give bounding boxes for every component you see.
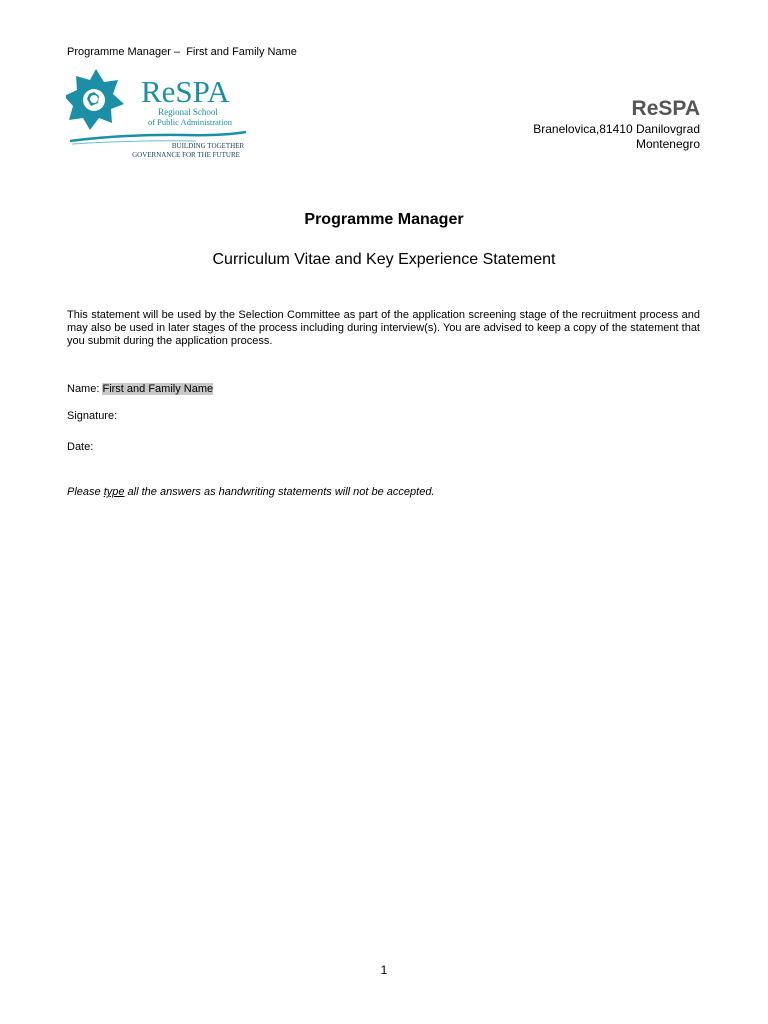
logo-swoosh bbox=[70, 132, 246, 141]
date-label: Date: bbox=[67, 441, 94, 453]
name-field bbox=[67, 383, 213, 395]
logo-tagline-1: BUILDING TOGETHER bbox=[171, 142, 245, 150]
date-field bbox=[67, 441, 93, 453]
logo-line-2: of Public Administration bbox=[147, 117, 233, 127]
name-value[interactable]: First and Family Name bbox=[102, 383, 214, 395]
running-header: Programme Manager – First and Family Name bbox=[67, 46, 297, 58]
notice-before: Please bbox=[67, 486, 104, 498]
respa-logo bbox=[66, 68, 250, 160]
organization-block bbox=[533, 96, 700, 152]
address-line-1: Branelovica,81410 Danilovgrad bbox=[533, 122, 700, 136]
star-emblem-icon bbox=[66, 69, 124, 130]
address-line-2: Montenegro bbox=[635, 137, 700, 151]
typing-notice bbox=[67, 486, 435, 498]
intro-paragraph: This statement will be used by the Selection Committee as part of the application screening stage of the recruitment process and may also be used in later stages of the process including during interview(s). You are advised to keep a copy of the statement that you submit during the application process. bbox=[67, 309, 700, 347]
signature-field bbox=[67, 410, 117, 422]
logo-wordmark: ReSPA bbox=[141, 74, 230, 109]
page-number: 1 bbox=[380, 963, 388, 977]
document-title: Programme Manager bbox=[304, 211, 464, 228]
organization-name: ReSPA bbox=[631, 97, 700, 120]
document-subtitle: Curriculum Vitae and Key Experience Statement bbox=[212, 251, 556, 268]
logo-line-1: Regional School bbox=[158, 107, 218, 117]
name-label: Name: bbox=[67, 383, 100, 395]
notice-emphasis: type bbox=[103, 486, 125, 498]
signature-label: Signature: bbox=[67, 410, 118, 422]
notice-after: all the answers as handwriting statements will not be accepted. bbox=[124, 486, 435, 498]
logo-tagline-2: GOVERNANCE FOR THE FUTURE bbox=[132, 151, 240, 159]
